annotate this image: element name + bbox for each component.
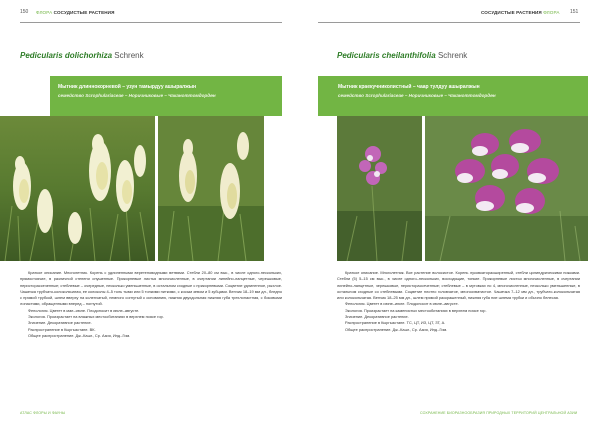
right-distribution-general: Общее распространение. Дж.-Кашг., Ср. Азия, Инд.-Гим.	[345, 326, 448, 332]
right-photo-main	[425, 116, 588, 261]
left-section-prefix: ФЛОРА	[36, 9, 53, 15]
right-photo-main-image	[425, 116, 588, 261]
left-description-paragraph: Краткое описание. Многолетник. Корень с удлиненными веретеновидными ветвями. Стебли 20–80 см выс., в числе одного-нескольких, прямостоячие, в различной степени опушенные. Прикорневые листья многочисленные, в очертании линейно-ланцетные, черешковые, перисторассеченные; стеблевые – очередные, несколько уменьшенные, в остальном сходные с прикорневыми. Соцветие удлиненное, рыхлое. Чашечка трубчато-колокольчатая, ее колоколы 4–5 толь тыми или 5 тонкими ниткими, с косым зевом и 5 зубцами. Венчик 18–19 мм дл., бледно с прямой трубкой, шлем вверху на коленчатый, немного согнутый к основанию, нижняя двухдольная нижняя губа трехлопастная, с боковыми лопастями, обращенными вперед – погнутой.	[20, 270, 282, 307]
left-name-band	[50, 76, 282, 116]
left-section-header	[36, 10, 114, 15]
left-band-family: семейство Scrophulariaceae – Норичниковые – Чаканоттомдордөн	[58, 93, 216, 98]
right-header-rule	[318, 22, 580, 23]
left-photo-main	[0, 116, 155, 261]
left-section-title: СОСУДИСТЫЕ РАСТЕНИЯ	[53, 9, 115, 15]
left-photo-side-image	[158, 116, 264, 261]
left-species-title	[20, 51, 144, 60]
right-section-title: СОСУДИСТЫЕ РАСТЕНИЯ	[481, 9, 542, 15]
left-species-latin: Pedicularis dolichorhiza	[20, 51, 113, 60]
left-significance: Значение. Декоративное растение.	[28, 320, 92, 326]
right-band-names: Мытник краекучниколистный – чаар тулдуу ашыралжын	[338, 84, 480, 90]
left-band-names: Мытник длиннокорневой – узун тамырдуу ашыралжын	[58, 84, 197, 90]
right-section-prefix: ФЛОРА	[543, 9, 560, 15]
left-description	[20, 270, 282, 339]
left-page-number: 150	[20, 9, 29, 15]
left-ecology: Экология. Произрастает на влажных местообитаниях в верхнем поясе гор.	[28, 314, 164, 320]
left-photo-side	[158, 116, 264, 261]
left-species-author: Schrenk	[114, 51, 144, 60]
right-name-band	[318, 76, 588, 116]
right-species-latin: Pedicularis cheilanthifolia	[337, 51, 436, 60]
right-description	[337, 270, 580, 333]
right-species-author: Schrenk	[437, 51, 468, 60]
right-section-header	[481, 10, 559, 15]
left-header-rule	[20, 22, 282, 23]
left-phenology: Фенология. Цветет в мае–июле. Плодоносит в июле–августе.	[28, 307, 140, 313]
left-footer: АТЛАС ФЛОРЫ И ФАУНЫ	[20, 411, 66, 415]
right-band-family: семейство Scrophulariaceae – Норичниковые – Чаканоттомдордөн	[338, 93, 496, 98]
right-photo-side-image	[337, 116, 422, 261]
left-distribution-kg: Распространение в Кыргызстане. ВК.	[28, 326, 96, 332]
right-page-number: 151	[570, 9, 579, 15]
right-ecology: Экология. Произрастает на каменистых местообитаниях в верхнем поясе гор.	[345, 307, 487, 313]
left-distribution-general: Общее распространение. Дж.-Кашг., Ср. Азия, Инд.-Гим.	[28, 332, 131, 338]
right-significance: Значение. Декоративное растение.	[345, 314, 409, 320]
left-photo-main-image	[0, 116, 155, 261]
right-distribution-kg: Распространение в Кыргызстане. ТС, ЦТ, ИЗ, ЦТ, ЗТ, А.	[345, 320, 446, 326]
right-species-title	[337, 51, 467, 60]
right-photo-side	[337, 116, 422, 261]
right-phenology: Фенология. Цветет в июне–июле. Плодоносит в июле–августе.	[345, 301, 459, 307]
right-description-paragraph: Краткое описание. Многолетник. Все растение волосистое. Корень луковкаторасширенный, стебли цилиндрическими ножками. Стебли (5) 5–15 см выс., в числе одного–нескольких, восходящие, тонкие. Прикорневые листья многочисленные, в очертании линейно-ланцетные, черешковые, перисторассеченные; стеблевые – в мутовках по 4, многочисленные, несколько уменьшенные, в остальном сходные со стеблевыми. Соцветие плотно головчатое, многоохватистое. Чашечка 7–12 мм дл., трубчато-колокольчатая или колокольчатая. Венчик 18–25 мм дл., шлем прямой раскрашенный, нижняя губа ние шлема трубки и обычно белесая.	[337, 270, 580, 301]
right-footer: СОХРАНЕНИЕ БИОРАЗНООБРАЗИЯ ПРИРОДНЫХ ТЕРРИТОРИЙ ЦЕНТРАЛЬНОЙ АЗИИ	[420, 411, 578, 415]
